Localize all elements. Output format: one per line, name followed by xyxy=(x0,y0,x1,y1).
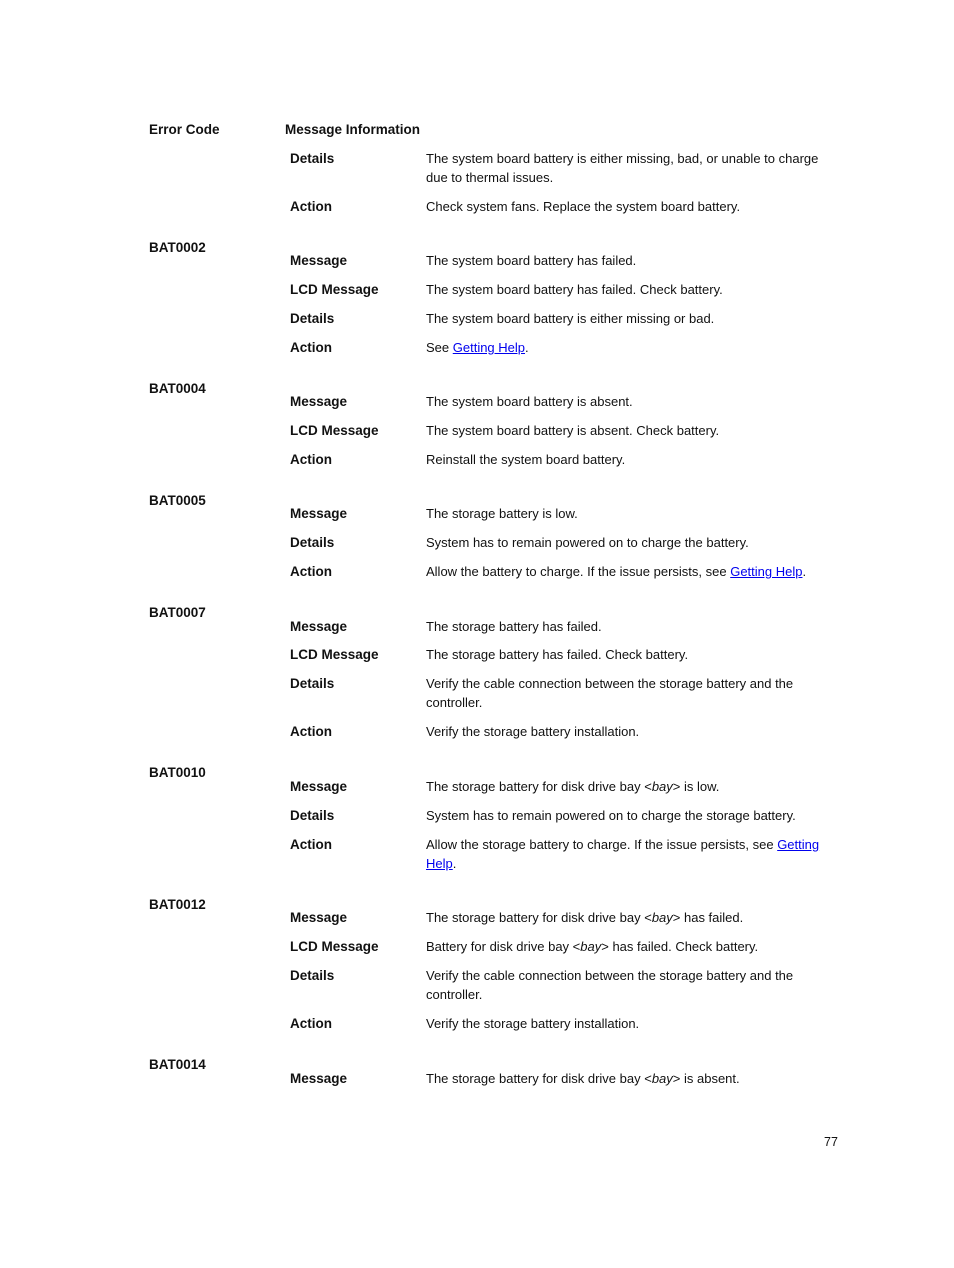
label-action: Action xyxy=(290,837,332,852)
label-action: Action xyxy=(290,1016,332,1031)
bay-placeholder: bay xyxy=(580,939,602,954)
label-action: Action xyxy=(290,452,332,467)
gt-sign: > xyxy=(672,1071,681,1086)
value-message xyxy=(426,777,826,796)
label-action: Action xyxy=(290,564,332,579)
label-message: Message xyxy=(290,779,348,794)
value-details: Verify the cable connection between the storage battery and the controller. xyxy=(426,968,794,1002)
label-lcd-message: LCD Message xyxy=(290,939,379,954)
value-lcd-message xyxy=(426,937,826,956)
gt-sign: > xyxy=(672,910,681,925)
value-action: Check system fans. Replace the system board battery. xyxy=(426,199,741,214)
value-message: The storage battery has failed. xyxy=(426,619,602,634)
getting-help-link[interactable]: Getting Help xyxy=(730,564,803,579)
column-header-message-information: Message Information xyxy=(285,122,421,137)
label-details: Details xyxy=(290,968,335,983)
value-action xyxy=(426,562,826,581)
value-message xyxy=(426,908,826,927)
message-text: is absent. xyxy=(680,1071,740,1086)
message-text: has failed. xyxy=(680,910,744,925)
error-code-bat0014: BAT0014 xyxy=(149,1057,206,1072)
period: . xyxy=(802,564,807,579)
value-action: Reinstall the system board battery. xyxy=(426,452,626,467)
lcd-text: Battery for disk drive bay xyxy=(426,939,573,954)
label-details: Details xyxy=(290,676,335,691)
label-message: Message xyxy=(290,1071,348,1086)
period: . xyxy=(525,340,529,355)
label-details: Details xyxy=(290,151,335,166)
bay-placeholder: bay xyxy=(651,910,673,925)
period: . xyxy=(452,856,457,871)
column-header-error-code: Error Code xyxy=(149,122,220,137)
value-message: The storage battery is low. xyxy=(426,506,578,521)
getting-help-link[interactable]: Getting Help xyxy=(452,340,526,355)
value-action: Verify the storage battery installation. xyxy=(426,1016,640,1031)
lt-sign: < xyxy=(644,910,652,925)
error-code-bat0002: BAT0002 xyxy=(149,240,206,255)
getting-help-link[interactable]: Getting xyxy=(777,837,820,852)
label-action: Action xyxy=(290,340,332,355)
lcd-text: has failed. Check battery. xyxy=(608,939,759,954)
error-code-bat0012: BAT0012 xyxy=(149,897,206,912)
gt-sign: > xyxy=(672,779,681,794)
value-details: The system board battery is either missing or bad. xyxy=(426,311,715,326)
value-message xyxy=(426,1069,826,1088)
message-text: is low. xyxy=(680,779,720,794)
label-details: Details xyxy=(290,808,335,823)
value-details: System has to remain powered on to charge the battery. xyxy=(426,535,749,550)
value-message: The system board battery is absent. xyxy=(426,394,633,409)
action-text: Allow the storage battery to charge. If the issue persists, see xyxy=(426,837,778,852)
label-lcd-message: LCD Message xyxy=(290,282,379,297)
value-lcd-message: The system board battery is absent. Check battery. xyxy=(426,423,720,438)
label-message: Message xyxy=(290,394,348,409)
label-action: Action xyxy=(290,724,332,739)
error-code-bat0005: BAT0005 xyxy=(149,493,206,508)
lt-sign: < xyxy=(644,1071,652,1086)
error-code-bat0010: BAT0010 xyxy=(149,765,206,780)
label-action: Action xyxy=(290,199,332,214)
value-details: Verify the cable connection between the storage battery and the controller. xyxy=(426,676,794,710)
getting-help-link-continued[interactable]: Help xyxy=(426,856,453,871)
label-details: Details xyxy=(290,311,335,326)
gt-sign: > xyxy=(601,939,609,954)
message-text: The storage battery for disk drive bay xyxy=(426,779,645,794)
value-lcd-message: The system board battery has failed. Check battery. xyxy=(426,282,723,297)
value-message: The system board battery has failed. xyxy=(426,253,637,268)
label-message: Message xyxy=(290,253,348,268)
value-details: The system board battery is either missing, bad, or unable to charge due to thermal issues. xyxy=(426,151,819,185)
label-lcd-message: LCD Message xyxy=(290,423,379,438)
value-action: Verify the storage battery installation. xyxy=(426,724,640,739)
lt-sign: < xyxy=(644,779,652,794)
error-code-bat0007: BAT0007 xyxy=(149,605,206,620)
lt-sign: < xyxy=(572,939,581,954)
action-text: See xyxy=(426,340,453,355)
label-details: Details xyxy=(290,535,335,550)
label-message: Message xyxy=(290,506,348,521)
message-text: The storage battery for disk drive bay xyxy=(426,910,645,925)
value-action xyxy=(426,835,826,873)
label-message: Message xyxy=(290,910,348,925)
value-action xyxy=(426,338,826,357)
value-lcd-message: The storage battery has failed. Check battery. xyxy=(426,647,689,662)
message-text: The storage battery for disk drive bay xyxy=(426,1071,645,1086)
label-lcd-message: LCD Message xyxy=(290,647,379,662)
action-text: Allow the battery to charge. If the issue persists, see xyxy=(426,564,731,579)
error-code-bat0004: BAT0004 xyxy=(149,381,206,396)
bay-placeholder: bay xyxy=(651,779,673,794)
page-number: 77 xyxy=(824,1135,838,1149)
label-message: Message xyxy=(290,619,348,634)
bay-placeholder: bay xyxy=(651,1071,673,1086)
value-details: System has to remain powered on to charge the storage battery. xyxy=(426,808,796,823)
